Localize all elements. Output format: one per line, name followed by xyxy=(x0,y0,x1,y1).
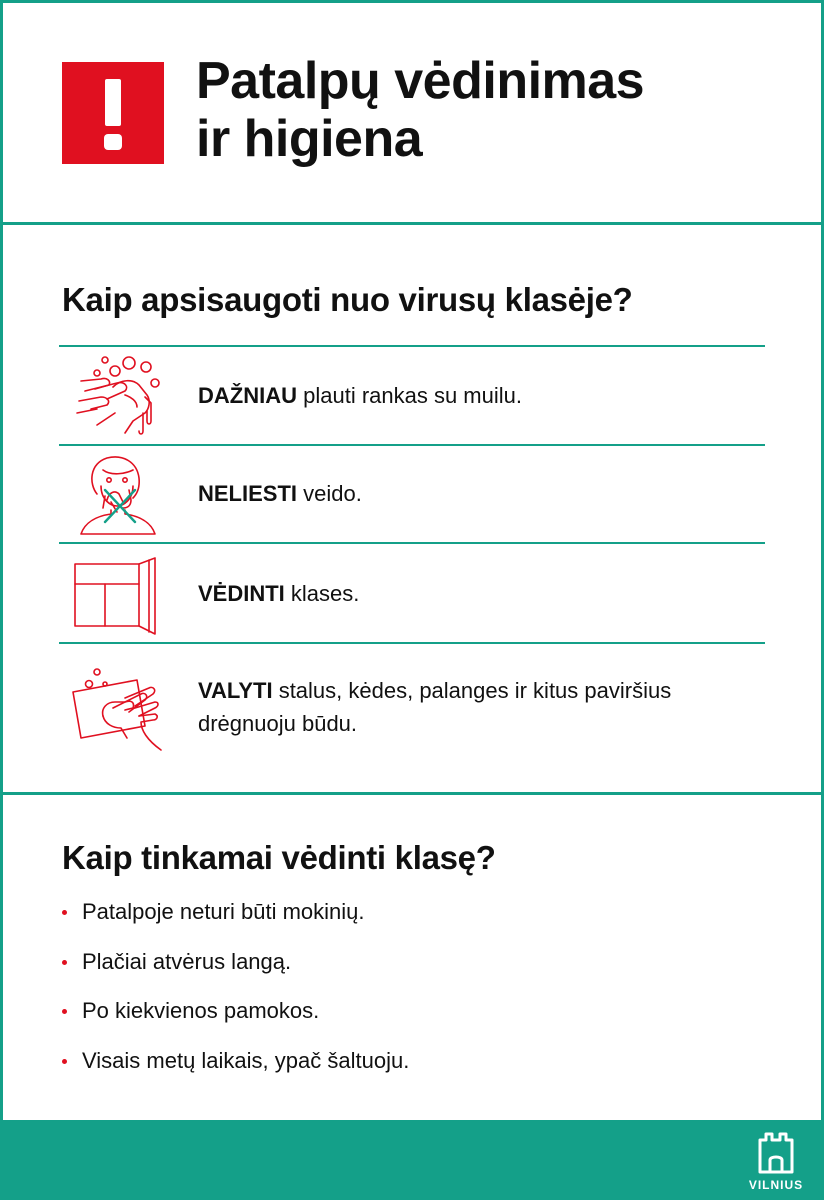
tip-description: veido. xyxy=(297,481,362,506)
list-item-text: Plačiai atvėrus langą. xyxy=(82,948,292,974)
section-divider xyxy=(0,792,824,795)
list-item-text: Po kiekvienos pamokos. xyxy=(82,998,320,1023)
list-item-text: Patalpoje neturi būti mokinių. xyxy=(82,899,365,924)
handwash-icon xyxy=(67,351,163,441)
tip-text xyxy=(198,674,755,740)
tip-description: klases. xyxy=(284,581,360,606)
window-icon xyxy=(67,548,163,638)
tip-row-no-face-touch xyxy=(59,446,765,542)
tip-keyword: DAŽNIAU xyxy=(198,383,297,408)
section-heading-protection: Kaip apsisaugoti nuo virusų klasėje? xyxy=(62,281,633,318)
alert-badge xyxy=(62,62,164,164)
list-item xyxy=(62,1043,409,1093)
logo-text: VILNIUS xyxy=(748,1178,804,1192)
title-line-1: Patalpų vėdinimas xyxy=(196,52,645,110)
section-heading-ventilation: Kaip tinkamai vėdinti klasę? xyxy=(62,839,496,876)
tip-row-clean xyxy=(59,644,765,792)
wipe-surface-icon xyxy=(67,664,163,754)
exclamation-icon xyxy=(62,62,164,164)
tip-text xyxy=(198,379,755,412)
bullet-icon xyxy=(62,1009,67,1014)
vilnius-logo xyxy=(740,1126,812,1196)
poster-header xyxy=(0,0,824,224)
list-item-text: Visais metų laikais, ypač šaltuoju. xyxy=(82,1047,410,1073)
list-item xyxy=(62,993,409,1043)
page-title xyxy=(196,52,644,168)
tip-row-handwash xyxy=(59,347,765,444)
no-face-touch-icon xyxy=(67,450,163,540)
list-item xyxy=(62,894,409,944)
tip-text xyxy=(198,477,755,510)
list-item xyxy=(62,944,409,994)
tip-keyword: VĖDINTI xyxy=(198,581,285,606)
tip-description: stalus, kėdes, palanges ir kitus paviršius drėgnuoju būdu. xyxy=(198,678,672,736)
title-line-2: ir higiena xyxy=(196,110,423,168)
tip-keyword: VALYTI xyxy=(198,678,273,703)
tip-row-ventilate xyxy=(59,544,765,642)
castle-tower-icon xyxy=(740,1126,812,1178)
tip-keyword: NELIESTI xyxy=(198,481,298,506)
footer-band xyxy=(0,1120,824,1200)
bullet-icon xyxy=(62,1059,67,1064)
bullet-icon xyxy=(62,910,67,915)
tip-text xyxy=(198,577,755,610)
bullet-icon xyxy=(62,960,67,965)
ventilation-list xyxy=(62,894,409,1092)
tip-description: plauti rankas su muilu. xyxy=(297,383,522,408)
